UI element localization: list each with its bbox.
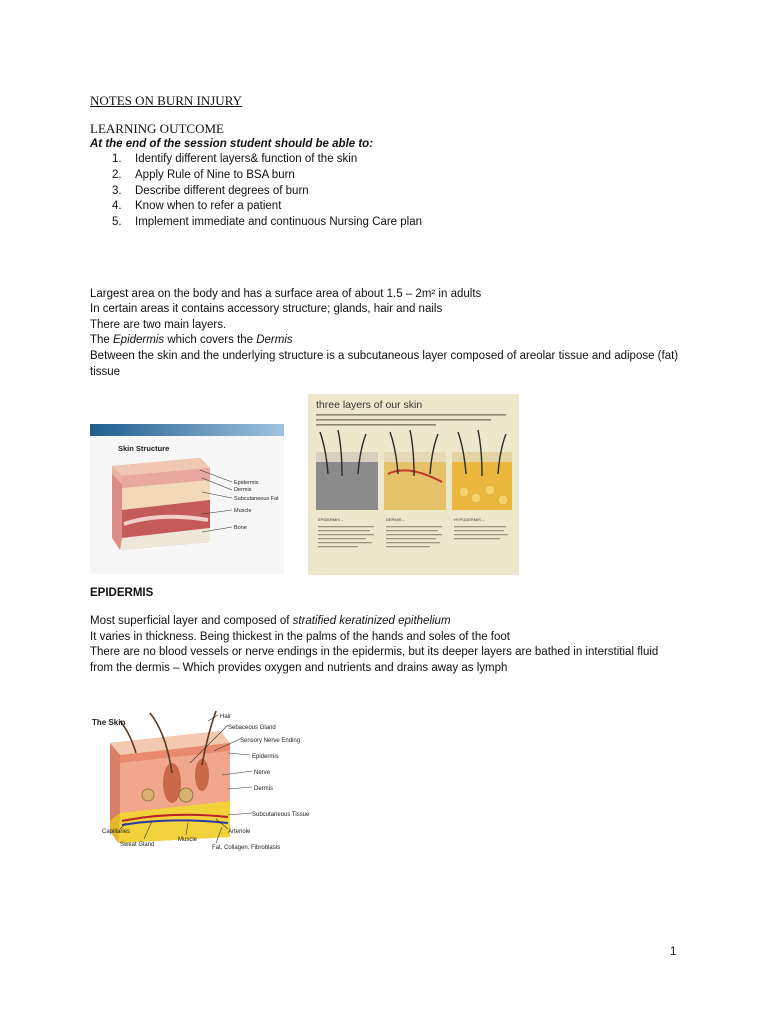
emphasis-term: stratified keratinized epithelium: [292, 615, 451, 627]
list-item-number: 4.: [112, 200, 122, 212]
intro-text: At the end of the session student should be able to:: [90, 138, 374, 150]
paragraph-line: In certain areas it contains accessory structure; glands, hair and nails: [90, 303, 443, 315]
learning-outcome-heading: LEARNING OUTCOME: [90, 121, 224, 136]
figure-label: Sweat Gland: [120, 842, 155, 848]
figure-title: The Skin: [92, 718, 126, 727]
text-span: which covers the: [164, 334, 257, 346]
figure-label: Sebaceous Gland: [228, 725, 276, 731]
figure-caption: DERMIS –: [386, 517, 405, 522]
paragraph-line: There are no blood vessels or nerve endings in the epidermis, but its deeper layers are bathed in interstitial fluid: [90, 646, 659, 658]
list-item: Describe different degrees of burn: [135, 185, 309, 197]
paragraph-line: [90, 614, 451, 629]
paragraph-line: It varies in thickness. Being thickest in the palms of the hands and soles of the foot: [90, 631, 510, 643]
text-span: Most superficial layer and composed of: [90, 615, 293, 627]
list-item-number: 3.: [112, 185, 122, 197]
text-span: The: [90, 334, 114, 346]
figure-caption: EPIDERMIS –: [318, 517, 344, 522]
page-number: 1: [670, 946, 677, 958]
paragraph-line: Largest area on the body and has a surface area of about 1.5 – 2m² in adults: [90, 288, 482, 300]
paragraph-line: from the dermis – Which provides oxygen and nutrients and drains away as lymph: [90, 662, 508, 674]
list-item: Apply Rule of Nine to BSA burn: [135, 169, 295, 181]
figure-label: Sensory Nerve Ending: [240, 738, 301, 744]
the-skin-illustration: [90, 703, 312, 855]
epidermis-heading: EPIDERMIS: [90, 587, 154, 599]
dermis-term: Dermis: [256, 334, 293, 346]
figure-label: Epidermis: [234, 480, 259, 486]
figure-label: Hair: [220, 714, 232, 720]
skin-structure-illustration: [90, 424, 284, 574]
list-item-number: 2.: [112, 169, 122, 181]
three-layers-illustration: [308, 394, 519, 575]
list-item-number: 5.: [112, 216, 122, 228]
paragraph-line: [90, 333, 293, 348]
figure-label: Capillaries: [102, 829, 131, 835]
paragraph-line: There are two main layers.: [90, 319, 227, 331]
page-title: NOTES ON BURN INJURY: [90, 93, 243, 108]
figure-label: Muscle: [234, 508, 252, 514]
figure-label: Fat, Collagen, Fibroblasts: [212, 845, 281, 851]
figure-label: Epidermis: [252, 754, 279, 760]
list-item: Implement immediate and continuous Nursing Care plan: [135, 216, 423, 228]
list-item: Know when to refer a patient: [135, 200, 282, 212]
figure-label: Muscle: [178, 837, 198, 843]
list-item: Identify different layers& function of the skin: [135, 153, 358, 165]
list-item-number: 1.: [112, 153, 122, 165]
three-layers-figure: [308, 394, 519, 575]
paragraph-line: Between the skin and the underlying structure is a subcutaneous layer composed of areolar tissue and adipose (fat): [90, 350, 679, 362]
figure-label: Bone: [234, 525, 247, 531]
figure-label: Nerve: [254, 770, 271, 776]
figure-caption: HYPODERMIS –: [454, 517, 485, 522]
figure-label: Subcutaneous Fat: [234, 496, 279, 502]
figure-label: Dermis: [254, 786, 273, 792]
the-skin-figure: [90, 703, 312, 855]
figure-title: three layers of our skin: [316, 399, 423, 411]
figure-label: Subcutaneous Tissue: [252, 812, 310, 818]
figure-title: Skin Structure: [118, 444, 170, 453]
epidermis-term: Epidermis: [113, 334, 165, 346]
paragraph-line: tissue: [90, 366, 121, 378]
skin-structure-figure: [90, 424, 284, 574]
figure-label: Arteriole: [228, 829, 251, 835]
figure-label: Dermis: [234, 487, 252, 493]
